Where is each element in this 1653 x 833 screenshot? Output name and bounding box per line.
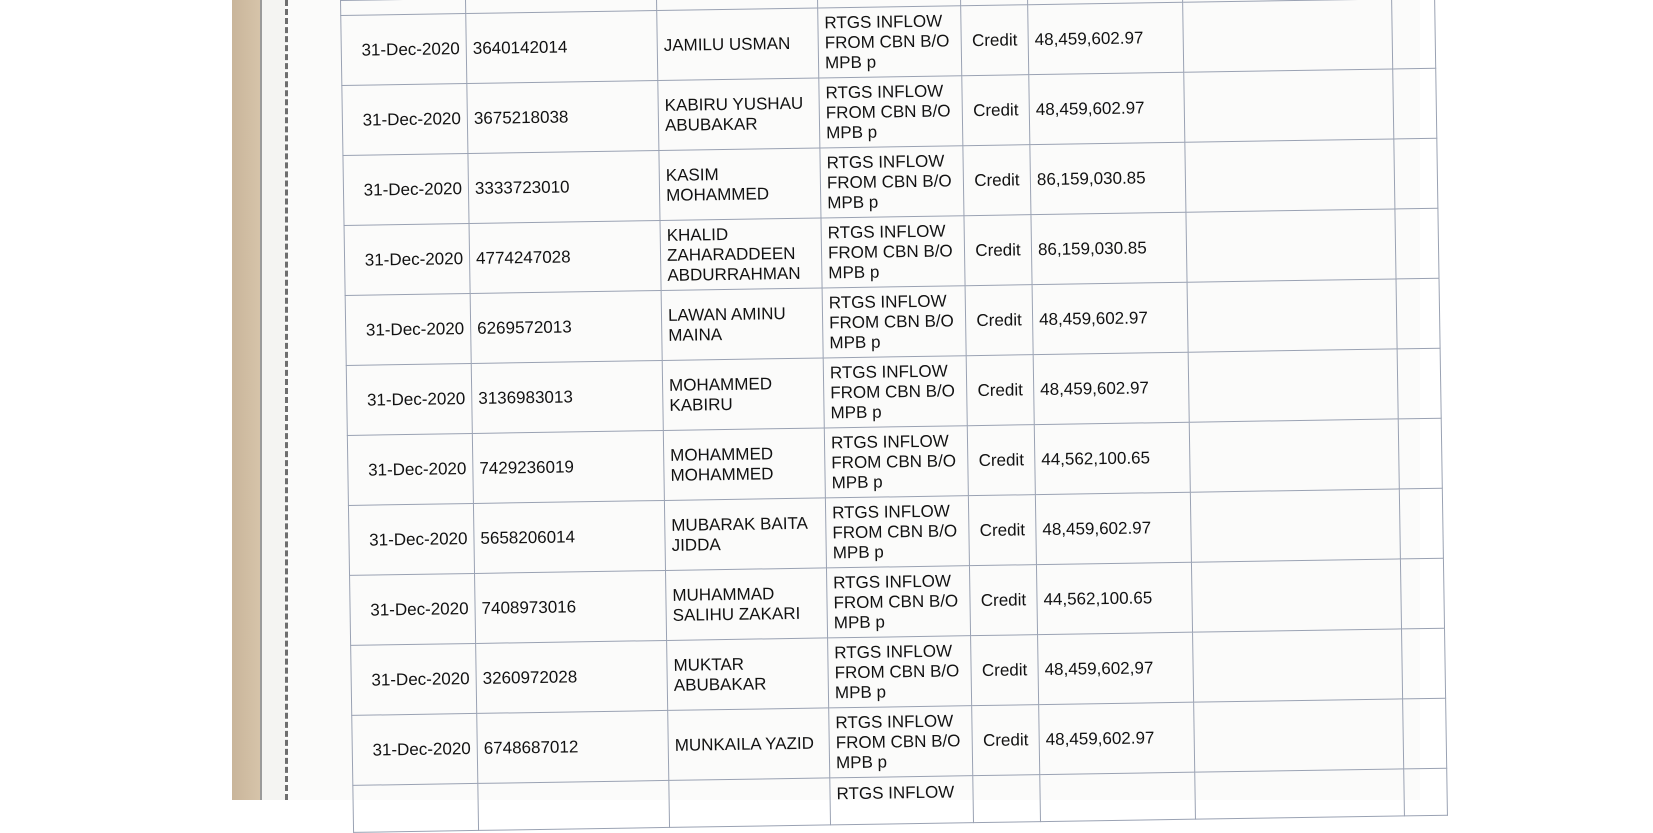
date-cell: 31-Dec-2020 [347, 433, 473, 505]
name-cell: MOHAMMED MOHAMMED [663, 428, 825, 501]
name-cell: MUNKAILA YAZID [668, 708, 830, 781]
date-cell: 31-Dec-2020 [343, 154, 469, 226]
narration-cell: RTGS INFLOW FROM CBN B/O MPB p [818, 6, 962, 78]
date-cell: 31-Dec-2020 [345, 293, 471, 365]
empty-cell [1395, 208, 1439, 279]
empty-cell [1396, 278, 1440, 349]
account-cell: 5658206014 [473, 500, 665, 573]
amount-cell: 48,459,602.97 [1032, 282, 1188, 354]
empty-cell [1400, 558, 1444, 629]
empty-cell [1194, 699, 1404, 772]
type-cell: Credit [964, 215, 1032, 286]
narration-cell: RTGS INFLOW FROM CBN B/O MPB p [829, 706, 973, 778]
empty-cell [1402, 628, 1446, 699]
empty-cell [1403, 698, 1447, 769]
empty-cell [1183, 0, 1393, 72]
account-cell: 3640142014 [466, 11, 658, 84]
account-cell: 3136983013 [471, 360, 663, 433]
type-cell: Credit [963, 145, 1031, 216]
empty-cell [1190, 489, 1400, 562]
date-cell: 31-Dec-2020 [344, 224, 470, 296]
narration-cell: RTGS INFLOW FROM CBN B/O MPB p [821, 216, 965, 288]
empty-cell [1185, 139, 1395, 212]
narration-cell: RTGS INFLOW FROM CBN B/O MPB p [825, 496, 969, 568]
date-cell: 31-Dec-2020 [341, 14, 467, 86]
date-cell: 31-Dec-2020 [342, 84, 468, 156]
account-cell: 6748687012 [477, 710, 669, 783]
narration-cell: RTGS INFLOW FROM CBN B/O MPB p [820, 146, 964, 218]
empty-cell [1393, 68, 1437, 139]
narration-cell: RTGS INFLOW FROM CBN B/O MPB p [822, 286, 966, 358]
empty-cell [1189, 419, 1399, 492]
empty-cell [1186, 209, 1396, 282]
empty-cell [1188, 349, 1398, 422]
amount-cell: 48,459,602.97 [1029, 72, 1185, 144]
account-cell: 3675218038 [467, 81, 659, 154]
account-cell: 4774247028 [469, 221, 661, 294]
name-cell: MOHAMMED KABIRU [662, 358, 824, 431]
type-cell: Credit [962, 75, 1030, 146]
type-cell: Credit [969, 565, 1037, 636]
type-cell: Credit [967, 425, 1035, 496]
amount-cell: 44,562,100.65 [1036, 562, 1192, 634]
narration-cell: RTGS INFLOW FROM CBN B/O MPB p [826, 566, 970, 638]
account-cell: 3260972028 [476, 640, 668, 713]
type-cell: Credit [965, 285, 1033, 356]
date-cell: 31-Dec-2020 [348, 503, 474, 575]
empty-cell [1398, 418, 1442, 489]
amount-cell: 48,459,602,97 [1038, 632, 1194, 704]
empty-cell [1191, 559, 1401, 632]
empty-cell [1187, 279, 1397, 352]
amount-cell: 86,159,030.85 [1031, 212, 1187, 284]
name-cell: KHALID ZAHARADDEEN ABDURRAHMAN [660, 218, 822, 291]
date-cell: 31-Dec-2020 [352, 713, 478, 785]
type-cell: Credit [966, 355, 1034, 426]
empty-cell [1394, 138, 1438, 209]
name-cell: KASIM MOHAMMED [659, 148, 821, 221]
page-margin [1420, 0, 1653, 800]
type-cell: Credit [961, 5, 1029, 76]
empty-cell [1193, 629, 1403, 702]
account-cell: 6269572013 [470, 290, 662, 363]
type-cell: Credit [968, 495, 1036, 566]
amount-cell: 48,459,602.97 [1033, 352, 1189, 424]
empty-cell [1392, 0, 1436, 69]
narration-cell: RTGS INFLOW FROM CBN B/O MPB p [824, 426, 968, 498]
name-cell: JAMILU USMAN [657, 8, 819, 81]
account-cell: 3333723010 [468, 151, 660, 224]
type-cell: Credit [972, 705, 1040, 776]
amount-cell: 48,459,602.97 [1039, 702, 1195, 774]
empty-cell [1399, 488, 1443, 559]
empty-cell [1184, 69, 1394, 142]
statement-table-wrap [340, 0, 1448, 833]
date-cell: 31-Dec-2020 [346, 363, 472, 435]
empty-cell [1397, 348, 1441, 419]
name-cell: MUHAMMAD SALIHU ZAKARI [666, 568, 828, 641]
amount-cell: 48,459,602.97 [1028, 2, 1184, 74]
date-cell: 31-Dec-2020 [351, 643, 477, 715]
account-cell: 7408973016 [475, 570, 667, 643]
type-cell: Credit [971, 635, 1039, 706]
narration-cell: RTGS INFLOW FROM CBN B/O MPB p [819, 76, 963, 148]
transactions-table [340, 0, 1448, 833]
amount-cell: 44,562,100.65 [1034, 422, 1190, 494]
narration-cell: RTGS INFLOW FROM CBN B/O MPB p [823, 356, 967, 428]
narration-cell: RTGS INFLOW [830, 776, 974, 825]
amount-cell: 48,459,602.97 [1035, 492, 1191, 564]
name-cell: MUKTAR ABUBAKAR [667, 638, 829, 711]
name-cell: LAWAN AMINU MAINA [661, 288, 823, 361]
name-cell: KABIRU YUSHAU ABUBAKAR [658, 78, 820, 151]
narration-cell: RTGS INFLOW FROM CBN B/O MPB p [828, 636, 972, 708]
date-cell: 31-Dec-2020 [350, 573, 476, 645]
amount-cell: 86,159,030.85 [1030, 142, 1186, 214]
name-cell: MUBARAK BAITA JIDDA [664, 498, 826, 571]
account-cell: 7429236019 [472, 430, 664, 503]
